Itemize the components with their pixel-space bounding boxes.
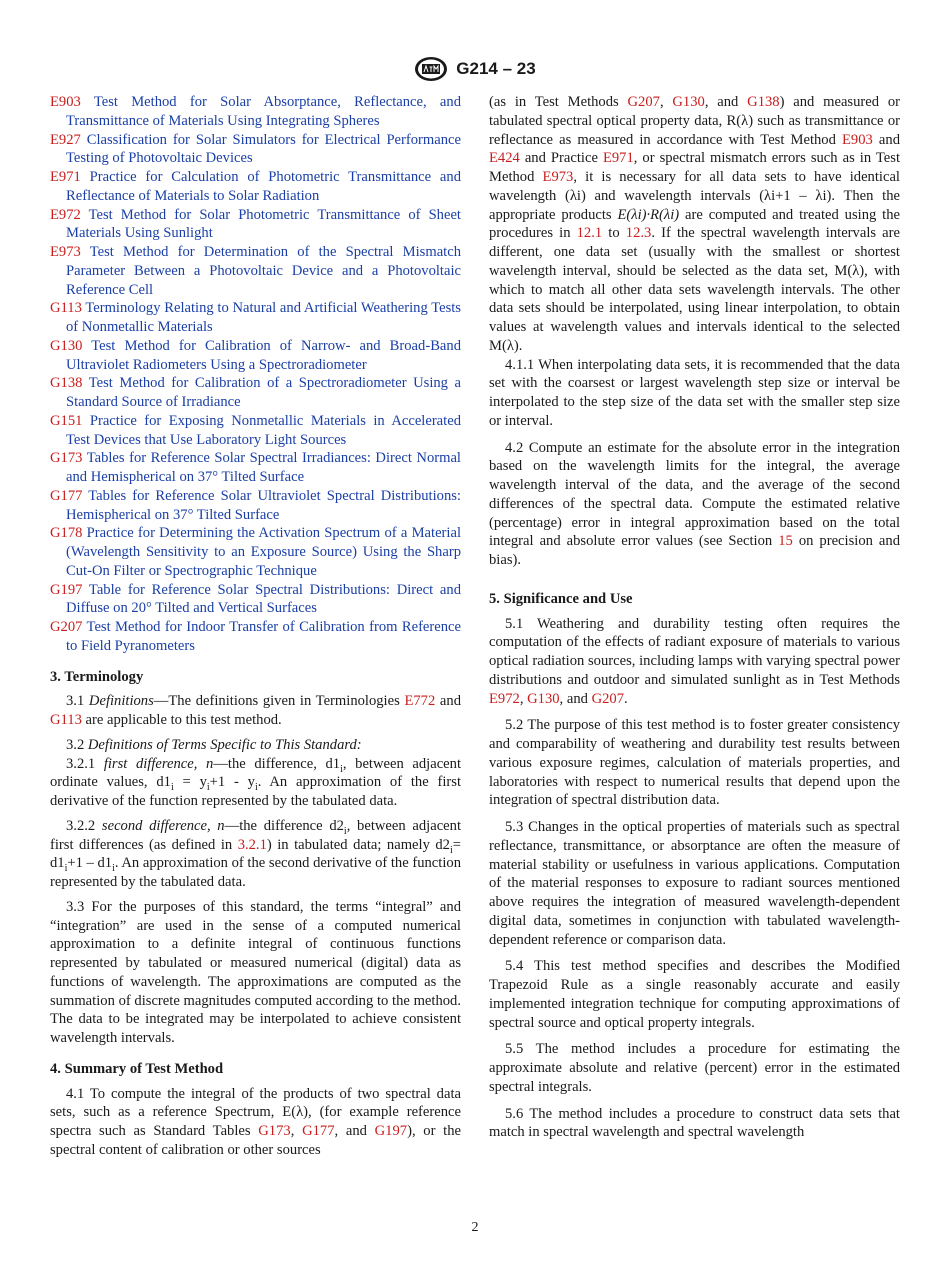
reference-code-link[interactable]: G130 (50, 337, 83, 354)
link-g113[interactable]: G113 (50, 712, 82, 728)
reference-item (50, 618, 461, 656)
section-heading: 4. Summary of Test Method (50, 1060, 224, 1077)
paragraph-3-1: 3.1 Definitions—The definitions given in Terminologies E772 and G113 are applicable to this test method. (50, 693, 461, 728)
reference-code-link[interactable]: G113 (50, 300, 82, 317)
left-column (50, 93, 461, 1160)
link-e903[interactable]: E903 (842, 131, 873, 148)
reference-code-link[interactable]: E973 (50, 244, 81, 260)
reference-item (50, 581, 461, 619)
link-g197[interactable]: G197 (374, 1123, 408, 1139)
reference-title-link[interactable]: Test Method for Calibration of Narrow- and Broad-Band Ultraviolet Radiometers Using a Spectroradiometer (66, 337, 461, 373)
paragraph-5-3: 5.3 Changes in the optical properties of materials such as spectral reflectance, transmittance, or absorptance are often the measure of material stability or usefulness in various applications. Computation of the material responses to exposure to radiant sources mentioned above requires the integration of measured wavelength-dependent digital data, sometimes in conjunction with tabulated wavelength-dependent reference or comparison data. (489, 819, 900, 948)
paragraph-3-3: 3.3 For the purposes of this standard, the terms “integral” and “integration” are used in the sense of a computed numerical approximation to a definite integral of continuous functions represented by tabulated or measured numerical (digital) data as functions of wavelength. The approximations are computed as the summation of discrete magnitudes computed according to the method. The data to be integrated may be interpolated to achieve consistent wavelength intervals. (50, 898, 461, 1046)
page-number: 2 (471, 1220, 479, 1235)
reference-item (50, 93, 461, 131)
paragraph-4-1-continued: (as in Test Methods G207, G130, and G138) and measured or tabulated spectral optical property data, R(λ) such as transmittance or reflectance as measured in accordance with Test Method E903 and E424 and Practice E971, or spectral mismatch errors such as in Test Method E973, it is necessary for all data sets to have identical wavelength (λi) and wavelength intervals (λi+1 – λi). Then the appropriate products E(λi)·R(λi) are computed and treated using the procedures in 12.1 to 12.3. If the spectral wavelength intervals are different, one data set (usually with the smallest or shortest wavelength interval, should be selected as the data set, M(λ), with which to match all other data sets wavelength intervals. The other data sets should be interpolated, using linear interpolation, to obtain values at wavelength values and intervals identical to the selected M(λ). (489, 94, 901, 354)
reference-code-link[interactable]: G173 (50, 450, 83, 467)
link-g177[interactable]: G177 (302, 1123, 335, 1139)
reference-item (50, 131, 461, 169)
link-g130[interactable]: G130 (527, 690, 560, 707)
reference-title-link[interactable]: Terminology Relating to Natural and Artificial Weathering Tests of Nonmetallic Materials (66, 300, 461, 335)
reference-title-link[interactable]: Test Method for Solar Photometric Transmittance of Sheet Materials Using Sunlight (66, 206, 461, 242)
paragraph-3-2-1: 3.2.1 first difference, n—the difference, $d1_i$, between adjacent ordinate values, $d1_i = y_i+1 - y_i$. An approximation of the first derivative of the function represented by the tabulated data. (50, 755, 462, 809)
page-header (0, 56, 950, 82)
standard-code: G214 – 23 (456, 59, 536, 78)
paragraph-3-2: 3.2 Definitions of Terms Specific to This Standard: (66, 736, 362, 753)
reference-title-link[interactable]: Tables for Reference Solar Ultraviolet Spectral Distributions: Hemispherical on 37° Tilted Surface (66, 487, 461, 523)
paragraph-3-2-2: 3.2.2 second difference, n—the difference $d2_i$, between adjacent first differences (as defined in 3.2.1) in tabulated data; namely $d2_i= d1_i+1 - d1_i$. An approximation of the second derivative of the function represented by the tabulated data. (50, 817, 462, 890)
reference-code-link[interactable]: E927 (50, 131, 81, 148)
right-column (489, 93, 900, 1142)
reference-title-link[interactable]: Test Method for Calibration of a Spectroradiometer Using a Standard Source of Irradiance (66, 375, 461, 410)
reference-code-link[interactable]: G197 (50, 581, 83, 598)
reference-item (50, 299, 461, 337)
reference-item (50, 243, 461, 299)
link-e972[interactable]: E972 (489, 690, 520, 707)
link-e973[interactable]: E973 (542, 169, 574, 185)
reference-item (50, 206, 461, 244)
astm-logo-icon (414, 56, 448, 82)
paragraph-4-1-1: 4.1.1 When interpolating data sets, it is recommended that the data set with the coarsest or largest wavelength step size or interval be interpolated to the step size of the data set with the smaller step size or interval. (489, 356, 900, 429)
reference-title-link[interactable]: Tables for Reference Solar Spectral Irradiances: Direct Normal and Hemispherical on 37° Tilted Surface (66, 450, 461, 485)
paragraph-5-4: 5.4 This test method specifies and describes the Modified Trapezoid Rule as a single reasonably accurate and easily implemented integration technique for computing approximations of spectral source and optical property integrals. (489, 958, 900, 1031)
referenced-documents-list (50, 93, 461, 656)
reference-code-link[interactable]: G177 (50, 487, 83, 504)
link-3-2-1[interactable]: 3.2.1 (237, 836, 267, 853)
reference-title-link[interactable]: Test Method for Solar Absorptance, Reflectance, and Transmittance of Materials Using Integrating Spheres (66, 94, 461, 129)
reference-title-link[interactable]: Practice for Determining the Activation Spectrum of a Material (Wavelength Sensitivity to an Exposure Source) Using the Sharp Cut-On Filter or Spectrographic Technique (66, 525, 461, 579)
paragraph-4-1-start: 4.1 To compute the integral of the products of two spectral data sets, such as a reference Spectrum, E(λ), (for example reference spectra such as Standard Tables G173, G177, and G197), or the spectral content of calibration or other sources (50, 1085, 461, 1158)
link-e424[interactable]: E424 (489, 150, 520, 167)
link-g207[interactable]: G207 (627, 94, 660, 110)
section-heading: 5. Significance and Use (489, 590, 633, 607)
reference-item (50, 449, 461, 487)
reference-title-link[interactable]: Practice for Calculation of Photometric Transmittance and Reflectance of Materials to Solar Radiation (66, 169, 461, 204)
reference-item (50, 374, 461, 412)
link-section-15[interactable]: 15 (778, 533, 793, 550)
reference-code-link[interactable]: E972 (50, 206, 81, 223)
link-e971[interactable]: E971 (602, 150, 634, 167)
reference-item (50, 168, 461, 206)
link-12-3[interactable]: 12.3 (625, 225, 652, 242)
paragraph-5-2: 5.2 The purpose of this test method is to foster greater consistency and comparability of weathering and durability test results between various exposure regimes, calculation of materials properties, and laboratories with respect to numerical results that depend upon the integration of spectral distribution data. (489, 717, 900, 809)
link-12-1[interactable]: 12.1 (576, 225, 603, 242)
reference-code-link[interactable]: G178 (50, 525, 83, 542)
reference-item (50, 337, 461, 375)
link-e772[interactable]: E772 (404, 693, 436, 710)
paragraph-5-6: 5.6 The method includes a procedure to construct data sets that match in spectral wavelength and spectral wavelength (489, 1105, 900, 1141)
reference-code-link[interactable]: G138 (50, 375, 83, 392)
reference-code-link[interactable]: G207 (50, 619, 83, 635)
reference-item (50, 524, 461, 580)
reference-code-link[interactable]: G151 (50, 412, 83, 429)
reference-title-link[interactable]: Practice for Exposing Nonmetallic Materials in Accelerated Test Devices that Use Laboratory Light Sources (66, 412, 461, 448)
reference-code-link[interactable]: E971 (50, 169, 81, 185)
reference-title-link[interactable]: Test Method for Indoor Transfer of Calibration from Reference to Field Pyranometers (66, 619, 461, 654)
reference-code-link[interactable]: E903 (50, 94, 81, 110)
reference-title-link[interactable]: Table for Reference Solar Spectral Distributions: Direct and Diffuse on 20° Tilted and Vertical Surfaces (66, 581, 461, 617)
link-g138[interactable]: G138 (747, 94, 780, 110)
link-g207[interactable]: G207 (591, 690, 625, 707)
section-heading: 3. Terminology (50, 668, 144, 685)
reference-title-link[interactable]: Test Method for Determination of the Spectral Mismatch Parameter Between a Photovoltaic Device and a Photovoltaic Reference Cell (66, 244, 461, 298)
reference-title-link[interactable]: Classification for Solar Simulators for Electrical Performance Testing of Photovoltaic Devices (66, 131, 461, 167)
link-g130[interactable]: G130 (672, 94, 705, 110)
reference-item (50, 412, 461, 450)
link-g173[interactable]: G173 (258, 1123, 291, 1139)
reference-item (50, 487, 461, 525)
paragraph-5-5: 5.5 The method includes a procedure for estimating the approximate absolute and relative (percent) error in the estimated spectral integrals. (489, 1041, 900, 1095)
paragraph-4-2: 4.2 Compute an estimate for the absolute error in the integration based on the wavelength limits for the integral, the average wavelength interval of the data, and the average of the second differences of the spectral data. Compute the estimated relative (percentage) error in integral approximation based on the total integral and absolute error values (see Section 15 on precision and bias). (489, 439, 900, 568)
paragraph-5-1: 5.1 Weathering and durability testing often requires the computation of the effects of radiant exposure of materials to various optical radiation sources, including lamps with varying spectral power distributions and outdoor and simulated sunlight as in Test Methods E972, G130, and G207. (489, 615, 900, 707)
